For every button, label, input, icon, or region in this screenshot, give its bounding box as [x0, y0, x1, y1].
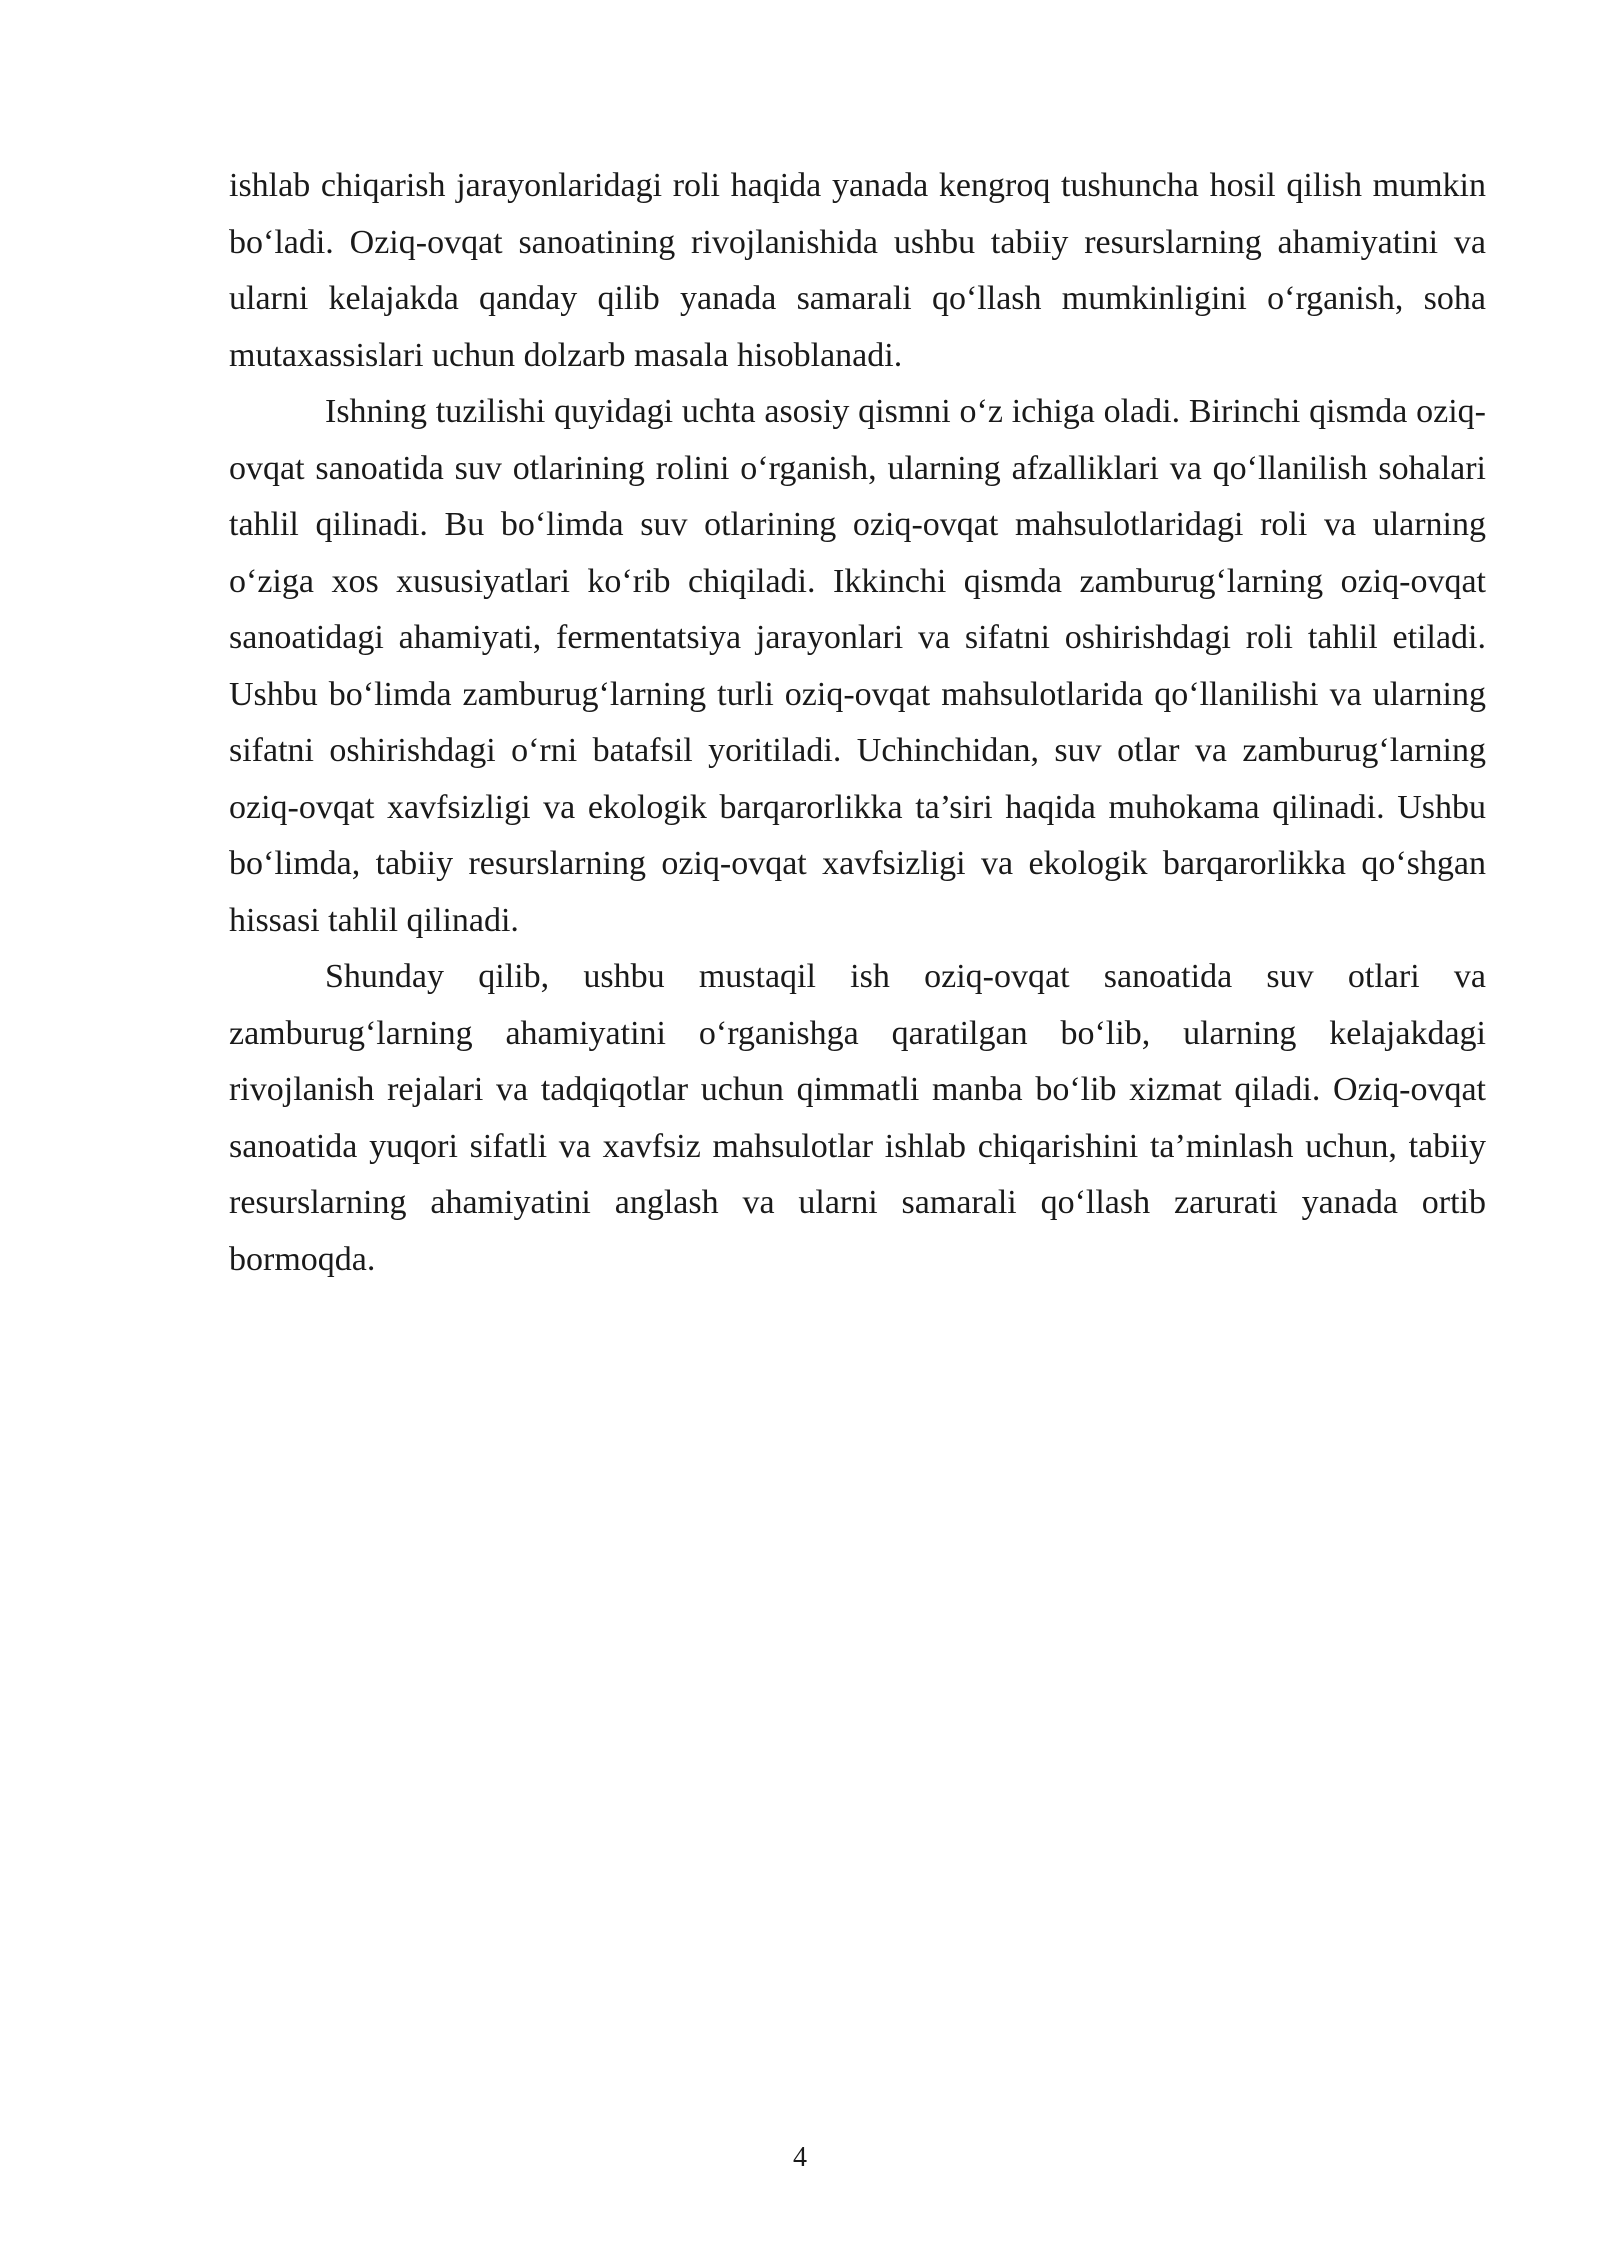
page-number: 4: [793, 2142, 807, 2173]
paragraph-structure: Ishning tuzilishi quyidagi uchta asosiy qismni o‘z ichiga oladi. Birinchi qismda oziq-ovqat sanoatida suv otlarining rolini o‘rganish, ularning afzalliklari va qo‘llanilish sohalari tahlil qilinadi. Bu bo‘limda suv otlarining oziq-ovqat mahsulotlaridagi roli va ularning o‘ziga xos xususiyatlari ko‘rib chiqiladi. Ikkinchi qismda zamburug‘larning oziq-ovqat sanoatidagi ahamiyati, fermentatsiya jarayonlari va sifatni oshirishdagi roli tahlil etiladi. Ushbu bo‘limda zamburug‘larning turli oziq-ovqat mahsulotlarida qo‘llanilishi va ularning sifatni oshirishdagi o‘rni batafsil yoritiladi. Uchinchidan, suv otlar va zamburug‘larning oziq-ovqat xavfsizligi va ekologik barqarorlikka ta’siri haqida muhokama qilinadi. Ushbu bo‘limda, tabiiy resurslarning oziq-ovqat xavfsizligi va ekologik barqarorlikka qo‘shgan hissasi tahlil qilinadi.: [229, 393, 1486, 939]
body-text: [229, 158, 1486, 1288]
paragraph-continuation: ishlab chiqarish jarayonlaridagi roli haqida yanada kengroq tushuncha hosil qilish mumkin bo‘ladi. Oziq-ovqat sanoatining rivojlanishida ushbu tabiiy resurslarning ahamiyatini va ularni kelajakda qanday qilib yanada samarali qo‘llash mumkinligini o‘rganish, soha mutaxassislari uchun dolzarb masala hisoblanadi.: [229, 167, 1486, 374]
paragraph-conclusion: Shunday qilib, ushbu mustaqil ish oziq-ovqat sanoatida suv otlari va zamburug‘larning ahamiyatini o‘rganishga qaratilgan bo‘lib, ularning kelajakdagi rivojlanish rejalari va tadqiqotlar uchun qimmatli manba bo‘lib xizmat qiladi. Oziq-ovqat sanoatida yuqori sifatli va xavfsiz mahsulotlar ishlab chiqarishini ta’minlash uchun, tabiiy resurslarning ahamiyatini anglash va ularni samarali qo‘llash zarurati yanada ortib bormoqda.: [229, 958, 1486, 1278]
